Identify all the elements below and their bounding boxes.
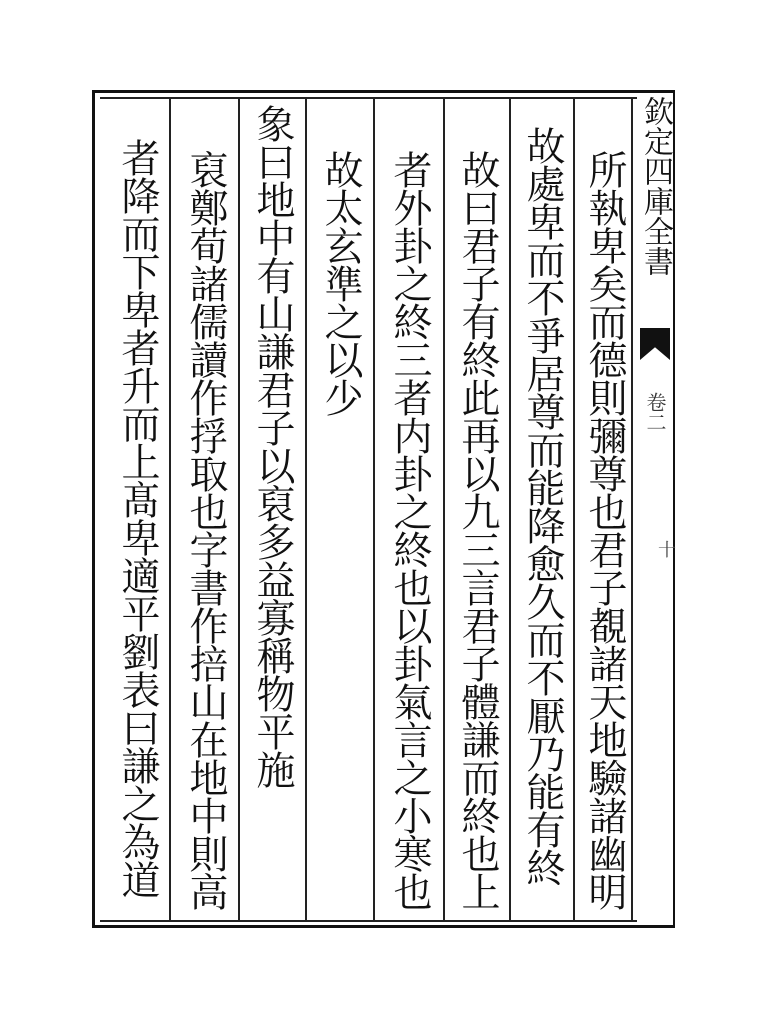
- column-rule: [169, 97, 171, 922]
- text-column-2: 故處卑而不爭居尊而能降愈久而不厭乃能有終: [520, 126, 565, 886]
- top-rule: [100, 97, 637, 99]
- text-column-7: 裒鄭荀諸儒讀作捊取也字書作掊山在地中則高: [183, 150, 228, 910]
- text-column-6: 象曰地中有山謙君子以裒多益寡稱物平施: [250, 104, 295, 788]
- column-rule: [573, 97, 575, 922]
- book-title: 欽定四庫全書: [638, 96, 673, 276]
- column-rule: [238, 97, 240, 922]
- text-column-3: 故曰君子有終此再以九三言君子體謙而終也上: [455, 150, 500, 910]
- text-column-8: 者降而下卑者升而上髙卑適平劉表曰謙之為道: [115, 138, 160, 898]
- text-column-4: 者外卦之終三者内卦之終也以卦氣言之小寒也: [387, 150, 432, 910]
- column-rule: [373, 97, 375, 922]
- text-column-5: 故太玄準之以少: [318, 150, 363, 416]
- column-rule: [305, 97, 307, 922]
- volume-number: 卷二: [643, 392, 667, 432]
- text-column-1: 所執卑矣而德則彌尊也君子覩諸天地驗諸幽明: [582, 150, 627, 910]
- column-rule: [443, 97, 445, 922]
- column-rule: [509, 97, 511, 922]
- leaf-number: 十: [655, 540, 676, 558]
- bottom-rule: [100, 920, 637, 922]
